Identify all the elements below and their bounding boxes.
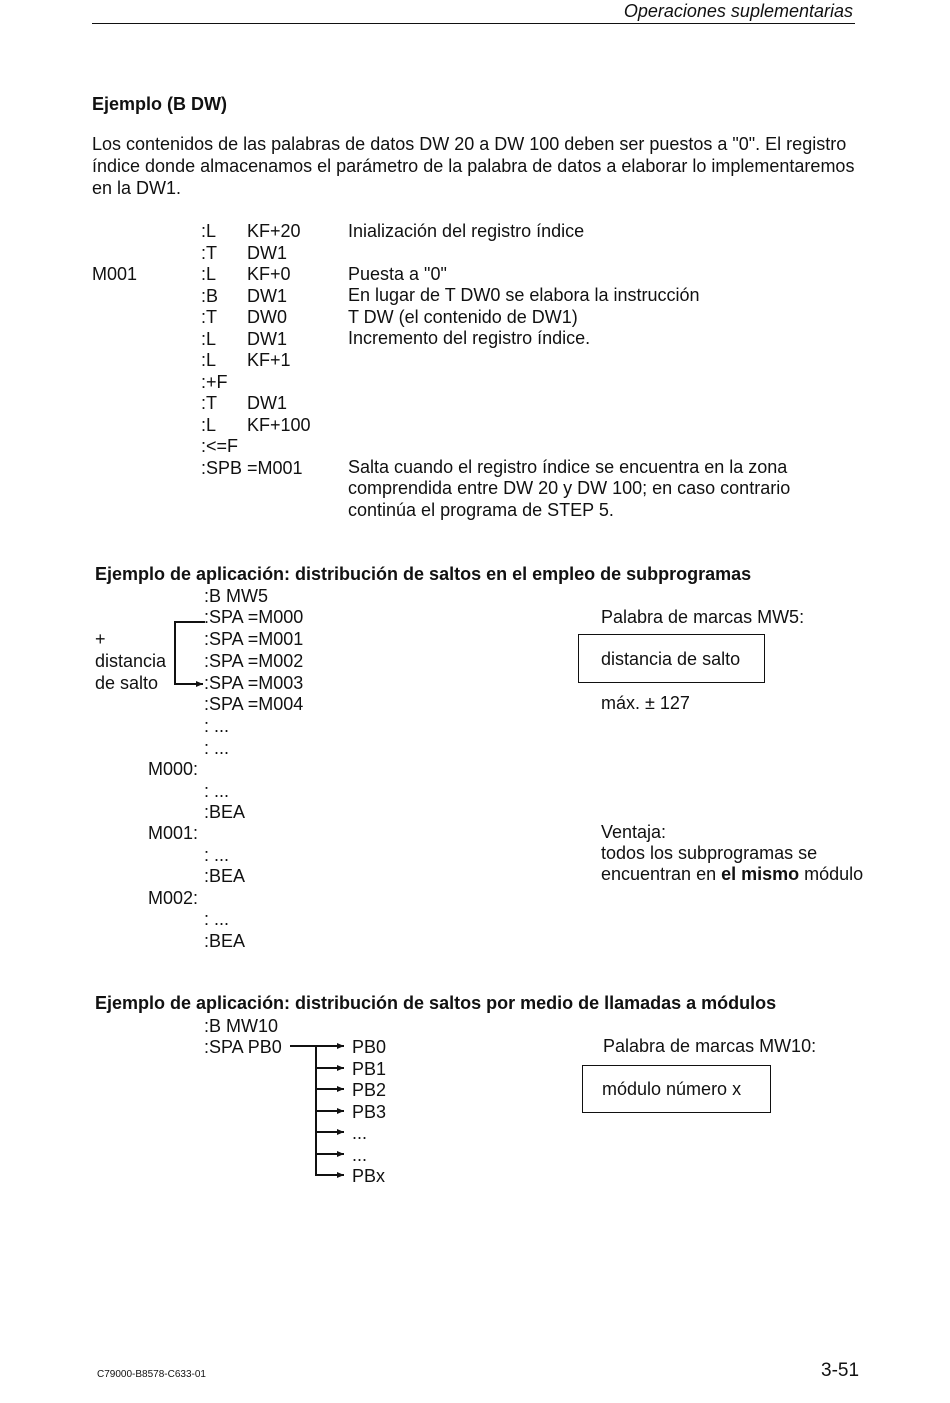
code-arg: DW1 [247, 393, 287, 413]
m002-code-0: : ... [204, 909, 230, 929]
code-op: :B [201, 286, 219, 306]
code-arg: KF+100 [247, 415, 311, 435]
code-op: :T [201, 243, 217, 263]
distance-label-2: de salto [95, 673, 159, 693]
mw5-label: Palabra de marcas MW5: [601, 607, 805, 627]
code-arg: KF+0 [247, 264, 291, 284]
m002-code-1: :BEA [204, 931, 246, 951]
distance-label-1: distancia [95, 651, 167, 671]
code-op: :L [201, 350, 217, 370]
comment-jump-2: comprendida entre DW 20 y DW 100; en caso contrario [348, 478, 791, 498]
m001-code-1: :BEA [204, 866, 246, 886]
code-op: :L [201, 415, 217, 435]
jump-table-line: :B MW5 [204, 586, 269, 606]
section3-heading: Ejemplo de aplicación: distribución de saltos por medio de llamadas a módulos [95, 993, 777, 1013]
label-m000: M000: [148, 759, 199, 779]
module-number-box-text: módulo número x [602, 1079, 742, 1099]
m000-code-1: :BEA [204, 802, 246, 822]
code-op: :L [201, 329, 217, 349]
section3-code-1: :SPA PB0 [204, 1037, 282, 1057]
comment-reset: Puesta a "0" [348, 264, 447, 284]
advantage-line-2-pre: encuentran en [601, 864, 722, 884]
section1-paragraph: Los contenidos de las palabras de datos DW 20 a DW 100 deben ser puestos a "0". El registro índice donde almacenamos el parámetro de la palabra de datos a elaborar lo implementaremos en la DW1. [92, 134, 855, 198]
m001-code-0: : ... [204, 845, 230, 865]
code-arg: DW1 [247, 286, 287, 306]
comment-jump-1: Salta cuando el registro índice se encuentra en la zona [348, 457, 788, 477]
code-op: :SPB =M001 [201, 458, 303, 478]
code-op: :+F [201, 372, 228, 392]
jump-distance-box-text: distancia de salto [601, 649, 741, 669]
module-target: PB2 [352, 1080, 387, 1100]
section1-heading: Ejemplo (B DW) [92, 94, 227, 114]
section2-heading: Ejemplo de aplicación: distribución de saltos en el empleo de subprogramas [95, 564, 752, 584]
label-m001: M001 [92, 264, 138, 284]
plus-sign: + [95, 629, 106, 649]
jump-table-line: :SPA =M003 [204, 673, 304, 693]
comment-init: Inialización del registro índice [348, 221, 585, 241]
jump-table-line: : ... [204, 716, 230, 736]
label-m001-sub: M001: [148, 823, 199, 843]
comment-jump-3: continúa el programa de STEP 5. [348, 500, 614, 520]
page-number: 3-51 [821, 1360, 860, 1381]
code-op: :L [201, 264, 217, 284]
code-arg: KF+20 [247, 221, 301, 241]
module-target: PB1 [352, 1059, 387, 1079]
comment-tdw: T DW (el contenido de DW1) [348, 307, 578, 327]
jump-table-line: :SPA =M002 [204, 651, 304, 671]
module-target: PBx [352, 1166, 386, 1186]
jump-table-line: :SPA =M004 [204, 694, 304, 714]
code-op: :L [201, 221, 217, 241]
code-arg: KF+1 [247, 350, 291, 370]
code-op: :<=F [201, 436, 239, 456]
code-arg: DW0 [247, 307, 287, 327]
code-op: :T [201, 307, 217, 327]
code-arg: DW1 [247, 243, 287, 263]
module-target: ... [352, 1123, 368, 1143]
module-target: PB3 [352, 1102, 387, 1122]
page-header-title: Operaciones suplementarias [623, 1, 853, 21]
advantage-line-2-post: módulo [799, 864, 864, 884]
module-number-box [582, 1065, 771, 1113]
mw10-label: Palabra de marcas MW10: [603, 1036, 817, 1056]
comment-increment: Incremento del registro índice. [348, 328, 591, 348]
label-m002: M002: [148, 888, 199, 908]
section3-code-0: :B MW10 [204, 1016, 279, 1036]
jump-table-line: : ... [204, 738, 230, 758]
module-target: PB0 [352, 1037, 387, 1057]
jump-table-line: :SPA =M001 [204, 629, 304, 649]
module-target: ... [352, 1145, 368, 1165]
jump-table-line: :SPA =M000 [204, 607, 304, 627]
code-op: :T [201, 393, 217, 413]
advantage-line-1: todos los subprogramas se [601, 843, 818, 863]
comment-instead: En lugar de T DW0 se elabora la instrucción [348, 285, 700, 305]
m000-code-0: : ... [204, 781, 230, 801]
max-range-text: máx. ± 127 [601, 693, 690, 713]
advantage-line-2-bold: el mismo [721, 864, 800, 884]
footer-document-code: C79000-B8578-C633-01 [97, 1369, 206, 1380]
code-arg: DW1 [247, 329, 287, 349]
advantage-title: Ventaja: [601, 822, 667, 842]
